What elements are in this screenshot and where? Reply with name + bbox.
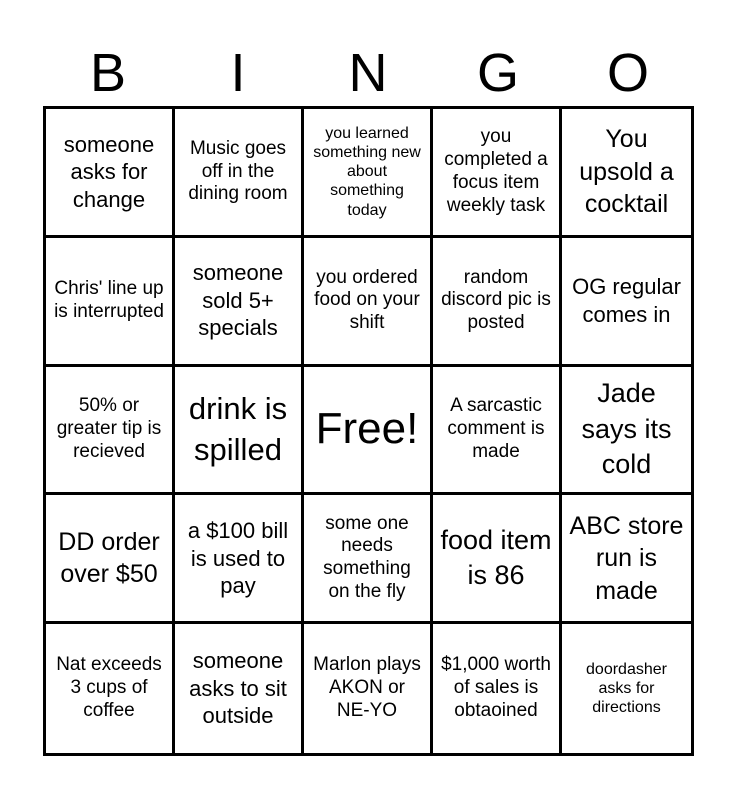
bingo-cell[interactable]: [562, 238, 691, 367]
bingo-cell[interactable]: [562, 495, 691, 624]
cell-text: A sarcastic comment is made: [447, 395, 545, 462]
header-letter-n: N: [348, 43, 388, 103]
bingo-cell[interactable]: [433, 109, 562, 238]
bingo-cell[interactable]: [562, 624, 691, 753]
cell-text: Jade says its cold: [581, 378, 672, 480]
bingo-cell[interactable]: [304, 109, 433, 238]
bingo-cell[interactable]: [304, 624, 433, 753]
cell-text: you ordered food on your shift: [314, 266, 420, 334]
bingo-cell[interactable]: [433, 238, 562, 367]
free-space[interactable]: [304, 367, 433, 496]
cell-text: doordasher asks for directions: [586, 660, 667, 717]
bingo-cell[interactable]: [304, 238, 433, 367]
cell-text: someone asks for change: [63, 131, 155, 212]
cell-text: random discord pic is posted: [441, 266, 551, 334]
cell-text: someone asks to sit outside: [189, 648, 287, 729]
bingo-cell[interactable]: [46, 624, 175, 753]
cell-text: Chris' line up is interrupted: [54, 277, 164, 322]
cell-text: OG regular comes in: [572, 274, 681, 327]
cell-text: drink is spilled: [188, 390, 288, 468]
bingo-cell[interactable]: [175, 367, 304, 496]
bingo-cell[interactable]: [175, 109, 304, 238]
bingo-cell[interactable]: [433, 367, 562, 496]
bingo-cell[interactable]: [433, 624, 562, 753]
bingo-cell[interactable]: [433, 495, 562, 624]
bingo-cell[interactable]: [175, 624, 304, 753]
cell-text: $1,000 worth of sales is obtaoined: [441, 654, 551, 721]
bingo-cell[interactable]: [562, 109, 691, 238]
bingo-cell[interactable]: [46, 367, 175, 496]
header-letter-i: I: [230, 43, 246, 103]
bingo-cell[interactable]: [175, 238, 304, 367]
bingo-cell[interactable]: [175, 495, 304, 624]
bingo-header: [43, 42, 694, 104]
cell-text: You upsold a cocktail: [579, 125, 674, 219]
bingo-cell[interactable]: [46, 495, 175, 624]
cell-text: 50% or greater tip is recieved: [56, 395, 162, 462]
bingo-grid: [43, 106, 694, 756]
header-letter-g: G: [476, 43, 519, 103]
cell-text: some one needs something on the fly: [323, 512, 411, 603]
bingo-cell[interactable]: [46, 109, 175, 238]
header-letter-o: O: [606, 43, 649, 103]
cell-text: Music goes off in the dining room: [188, 137, 288, 205]
bingo-cell[interactable]: [304, 495, 433, 624]
bingo-cell[interactable]: [562, 367, 691, 496]
cell-text: you completed a focus item weekly task: [444, 126, 548, 216]
cell-text: a $100 bill is used to pay: [187, 518, 289, 599]
bingo-cell[interactable]: [46, 238, 175, 367]
header-letter-b: B: [89, 43, 127, 103]
cell-text: DD order over $50: [58, 527, 160, 589]
cell-text: Nat exceeds 3 cups of coffee: [56, 654, 162, 721]
cell-text: Marlon plays AKON or NE-YO: [313, 654, 421, 721]
cell-text: ABC store run is made: [569, 511, 684, 605]
free-space-label: Free!: [315, 404, 419, 454]
cell-text: you learned something new about something today: [313, 124, 421, 219]
cell-text: someone sold 5+ specials: [192, 260, 284, 341]
cell-text: food item is 86: [440, 524, 552, 591]
